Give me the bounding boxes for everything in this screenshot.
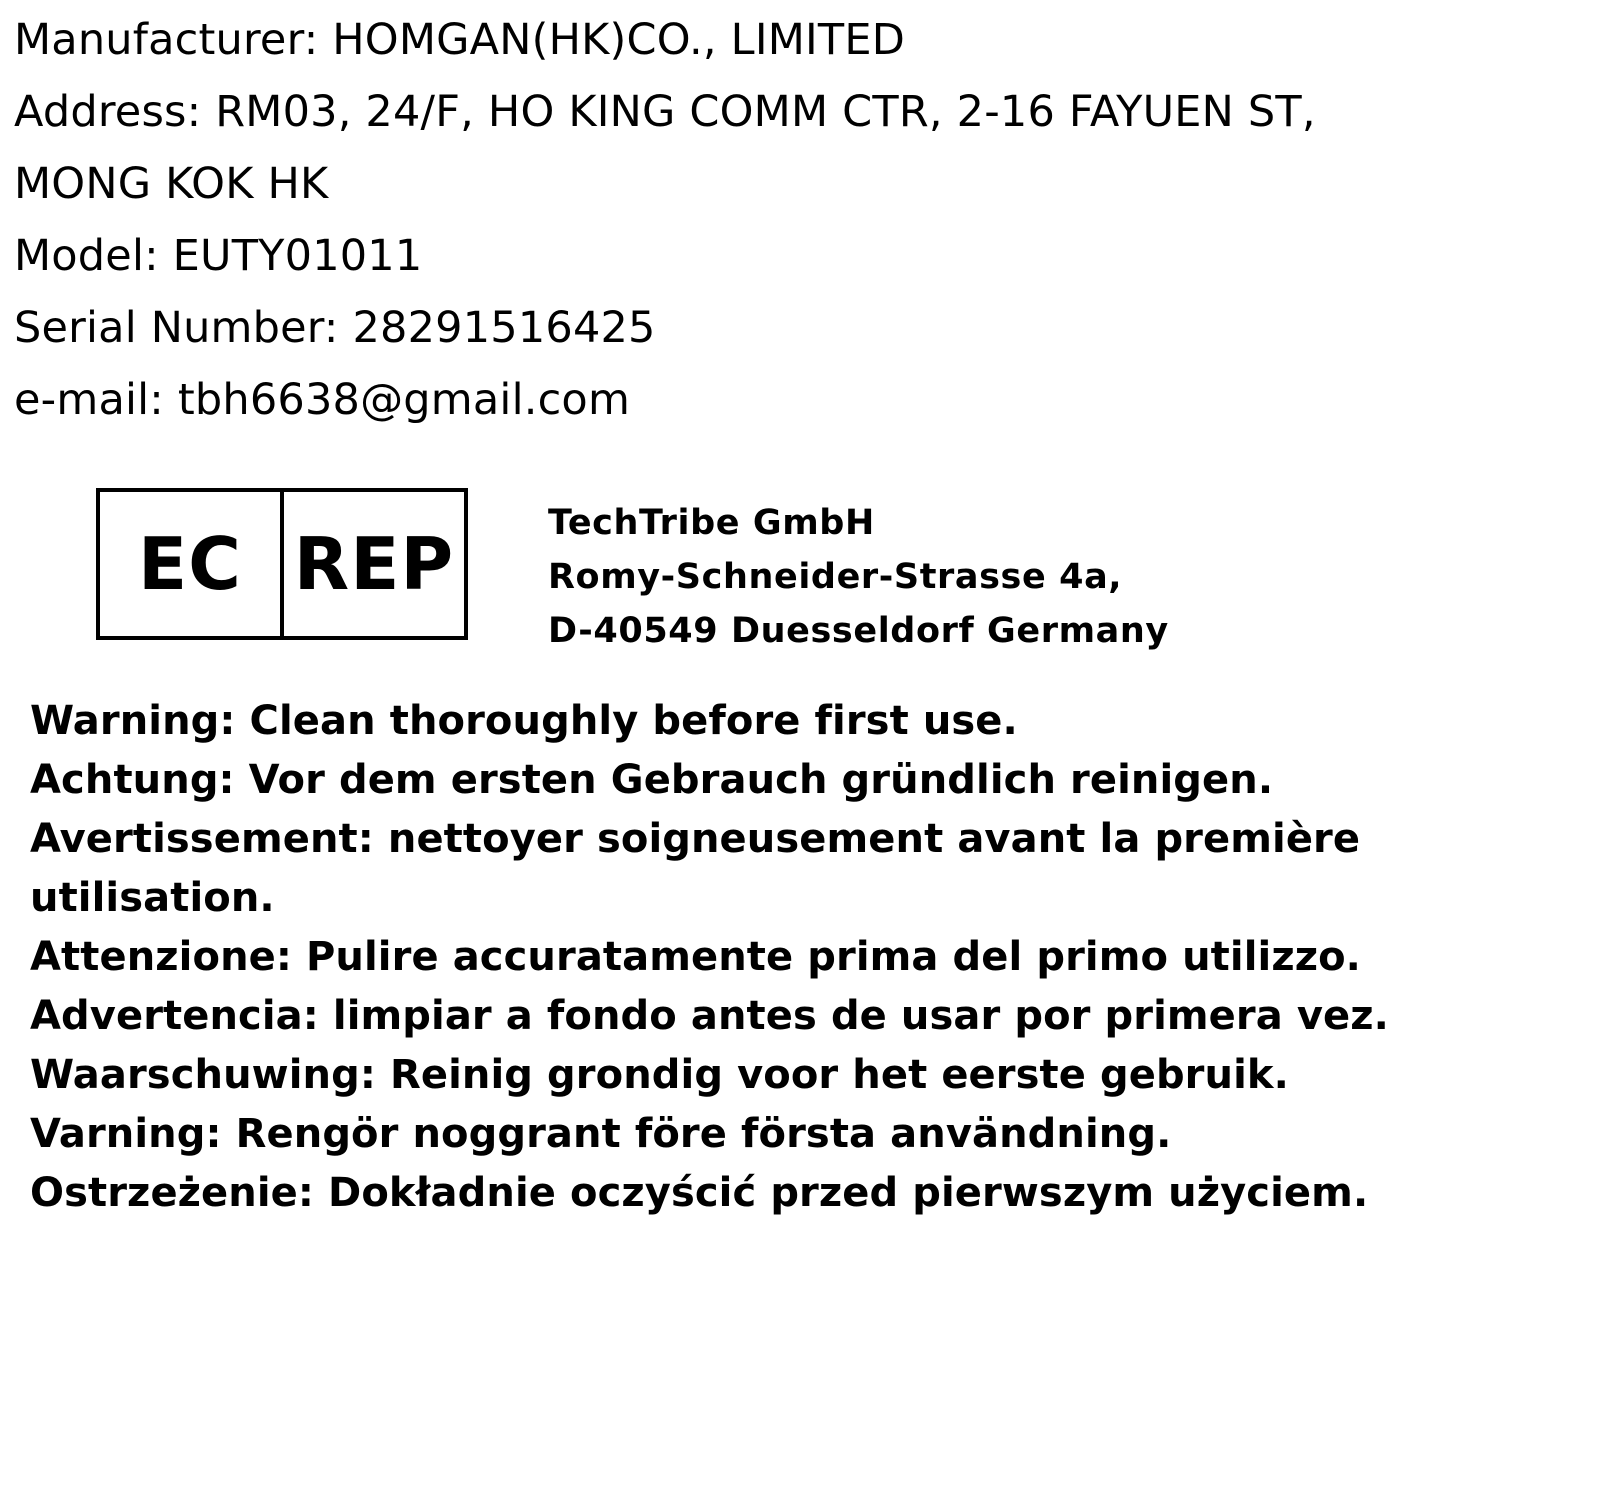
ec-rep-ec-label: EC <box>100 492 284 636</box>
model-line: Model: EUTY01011 <box>14 231 423 281</box>
ec-rep-section <box>96 488 1588 658</box>
email-line: e-mail: tbh6638@gmail.com <box>14 375 631 425</box>
ec-rep-address <box>548 488 1169 658</box>
ec-rep-address-line-2: Romy-Schneider-Strasse 4a, <box>548 557 1123 597</box>
ec-rep-icon <box>96 488 468 640</box>
warning-es: Advertencia: limpiar a fondo antes de usar por primera vez. <box>30 993 1389 1039</box>
warnings-section <box>14 692 1588 1223</box>
ec-rep-address-line-1: TechTribe GmbH <box>548 503 875 543</box>
ec-rep-rep-label: REP <box>293 522 455 606</box>
manufacturer-info-block <box>14 0 1588 436</box>
warning-en: Warning: Clean thoroughly before first use. <box>30 698 1018 744</box>
serial-number-line: Serial Number: 28291516425 <box>14 303 656 353</box>
manufacturer-line: Manufacturer: HOMGAN(HK)CO., LIMITED <box>14 15 906 65</box>
warning-nl: Waarschuwing: Reinig grondig voor het eerste gebruik. <box>30 1052 1289 1098</box>
address-line-2: MONG KOK HK <box>14 159 329 209</box>
warning-fr: Avertissement: nettoyer soigneusement avant la première utilisation. <box>30 816 1361 921</box>
warning-pl: Ostrzeżenie: Dokładnie oczyścić przed pierwszym użyciem. <box>30 1170 1369 1216</box>
ec-rep-address-line-3: D-40549 Duesseldorf Germany <box>548 611 1169 651</box>
address-line-1: Address: RM03, 24/F, HO KING COMM CTR, 2-16 FAYUEN ST, <box>14 87 1316 137</box>
warning-de: Achtung: Vor dem ersten Gebrauch gründlich reinigen. <box>30 757 1274 803</box>
warning-it: Attenzione: Pulire accuratamente prima del primo utilizzo. <box>30 934 1361 980</box>
warning-sv: Varning: Rengör noggrant före första användning. <box>30 1111 1172 1157</box>
